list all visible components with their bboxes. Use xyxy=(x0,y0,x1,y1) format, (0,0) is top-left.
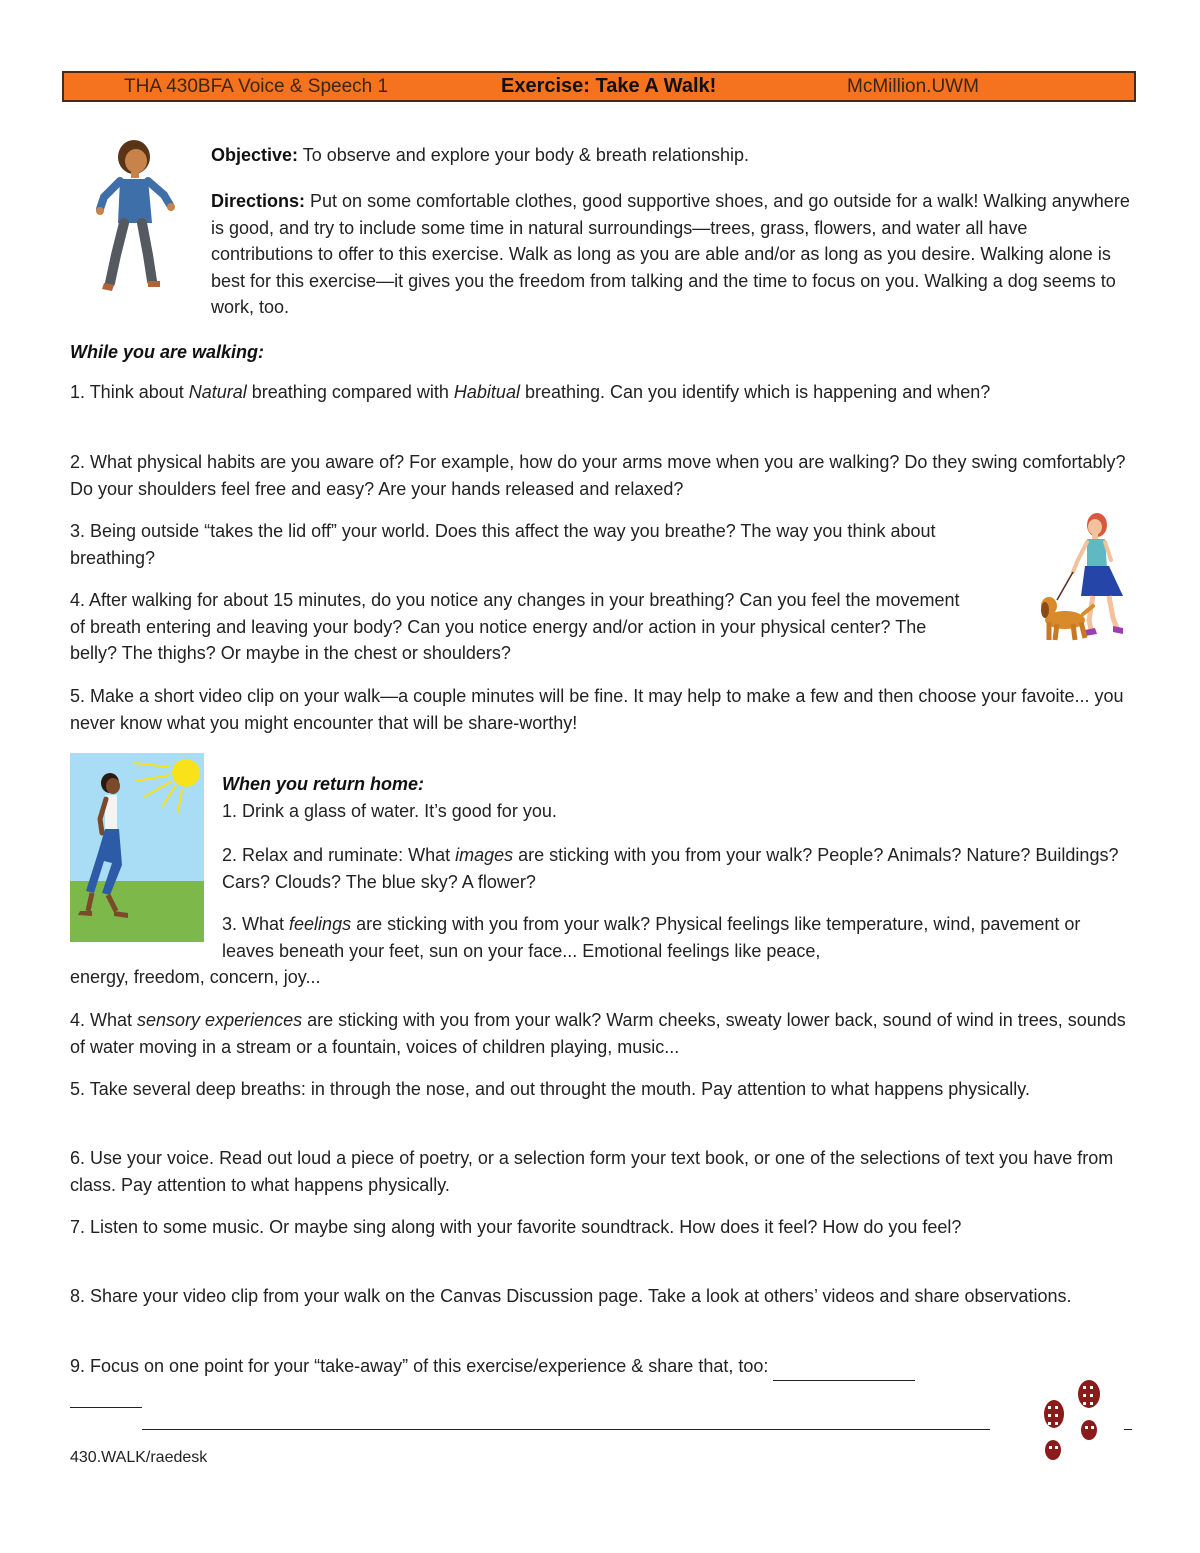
walking-item-5: 5. Make a short video clip on your walk—a couple minutes will be fine. It may help to make a few and then choose your favoite... you never know what you might encounter that will be share-worthy! xyxy=(70,686,1124,733)
objective-paragraph xyxy=(211,142,1131,169)
objective-text: To observe and explore your body & breath relationship. xyxy=(298,145,749,165)
home-item-8: 8. Share your video clip from your walk on the Canvas Discussion page. Take a look at others’ videos and share observations. xyxy=(70,1286,1072,1306)
walking-item-4: 4. After walking for about 15 minutes, do you notice any changes in your breathing? Can you feel the movement of breath entering and leaving your body? Can you notice energy and/or action in your physical center? The belly? The thighs? Or maybe in the chest or shoulders? xyxy=(70,590,960,663)
author-name: McMillion.UWM xyxy=(847,76,979,97)
trailing-dash xyxy=(1124,1429,1132,1430)
home-item-4: 4. What sensory experiences are sticking with you from your walk? Warm cheeks, sweaty lower back, sound of wind in trees, sounds of water moving in a stream or a fountain, voices of children playing, music... xyxy=(70,1010,1126,1057)
directions-text: Put on some comfortable clothes, good supportive shoes, and go outside for a walk! Walking anywhere is good, and try to include some time in natural surroundings—trees, grass, flowers, and water all have contributions to offer to this exercise. Walk as long as you are able and/or as long as you desire. Walking alone is best for this exercise—it gives you the freedom from talking and the time to focus on you. Walking a dog seems to work, too. xyxy=(211,191,1130,317)
footer-code: 430.WALK/raedesk xyxy=(70,1449,208,1466)
directions-paragraph xyxy=(211,188,1131,321)
page-title: Exercise: Take A Walk! xyxy=(501,75,717,97)
home-item-3-continued: energy, freedom, concern, joy... xyxy=(70,967,321,987)
home-item-2: 2. Relax and ruminate: What images are sticking with you from your walk? People? Animals? Nature? Buildings? Cars? Clouds? The blue sky? A flower? xyxy=(222,845,1119,892)
footprints-icon xyxy=(1036,1378,1108,1466)
home-item-9: 9. Focus on one point for your “take-away” of this exercise/experience & share that, too: xyxy=(70,1353,1132,1408)
walking-item-1: 1. Think about Natural breathing compared with Habitual breathing. Can you identify which is happening and when? xyxy=(70,382,991,402)
home-item-6: 6. Use your voice. Read out loud a piece of poetry, or a selection form your text book, or one of the selections of text you have from class. Pay attention to what happens physically. xyxy=(70,1148,1114,1195)
home-item-7: 7. Listen to some music. Or maybe sing along with your favorite soundtrack. How does it feel? How do you feel? xyxy=(70,1217,962,1237)
walking-man-illustration xyxy=(90,135,185,295)
directions-label: Directions: xyxy=(211,191,306,211)
walking-item-2: 2. What physical habits are you aware of? For example, how do your arms move when you are walking? Do they swing comfortably? Do your shoulders feel free and easy? Are your hands released and relaxed? xyxy=(70,452,1126,499)
sunny-walker-illustration xyxy=(70,753,204,942)
woman-walking-dog-illustration xyxy=(1035,510,1135,645)
home-item-5: 5. Take several deep breaths: in through the nose, and out throught the mouth. Pay attention to what happens physically. xyxy=(70,1079,1030,1099)
home-item-1: 1. Drink a glass of water. It’s good for you. xyxy=(222,801,557,821)
answer-blank-continued[interactable] xyxy=(70,1381,142,1409)
home-item-3: 3. What feelings are sticking with you from your walk? Physical feelings like temperature, wind, pavement or leaves beneath your feet, sun on your face... Emotional feelings like peace, xyxy=(222,914,1081,961)
header-bar xyxy=(62,71,1136,102)
signature-line xyxy=(142,1429,990,1430)
answer-blank[interactable] xyxy=(773,1353,915,1381)
walking-heading: While you are walking: xyxy=(70,342,265,362)
home-heading: When you return home: xyxy=(222,774,424,794)
walking-item-3: 3. Being outside “takes the lid off” your world. Does this affect the way you breathe? The way you think about breathing? xyxy=(70,521,936,568)
objective-label: Objective: xyxy=(211,145,299,165)
course-name: THA 430BFA Voice & Speech 1 xyxy=(124,76,389,97)
